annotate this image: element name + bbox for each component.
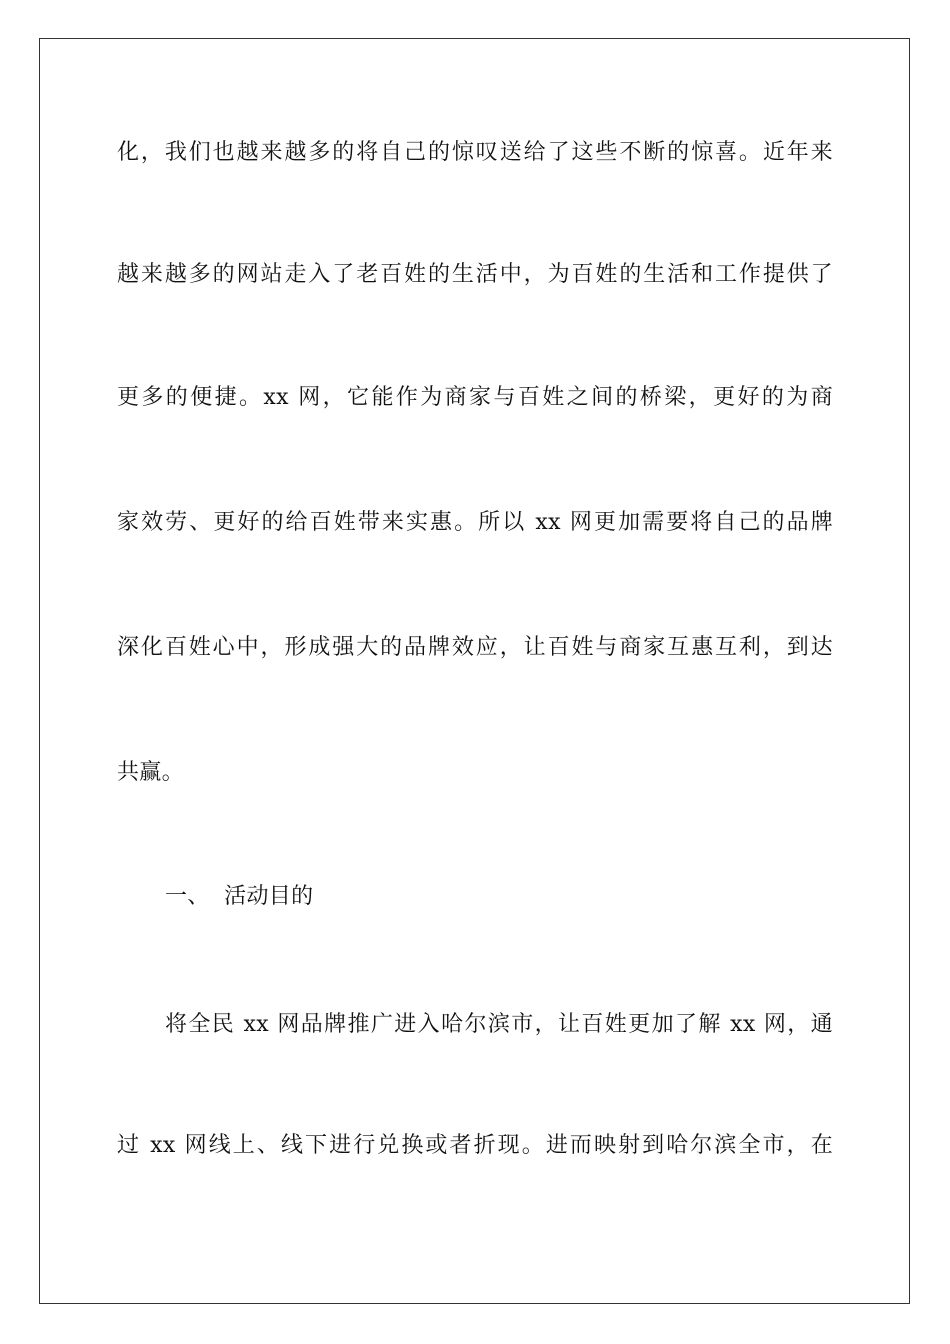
page-border	[39, 38, 910, 1304]
body-text-line: 化，我们也越来越多的将自己的惊叹送给了这些不断的惊喜。近年来	[117, 140, 833, 165]
body-text-line: 家效劳、更好的给百姓带来实惠。所以 xx 网更加需要将自己的品牌	[117, 510, 833, 535]
body-text-line: 将全民 xx 网品牌推广进入哈尔滨市，让百姓更加了解 xx 网，通	[165, 1012, 833, 1037]
body-text-line: 共赢。	[117, 760, 184, 785]
body-text-line: 越来越多的网站走入了老百姓的生活中，为百姓的生活和工作提供了	[117, 262, 833, 287]
body-text-line: 深化百姓心中，形成强大的品牌效应，让百姓与商家互惠互利，到达	[117, 635, 833, 660]
section-heading: 一、 活动目的	[165, 884, 314, 909]
body-text-line: 更多的便捷。xx 网，它能作为商家与百姓之间的桥梁，更好的为商	[117, 385, 833, 410]
body-text-line: 过 xx 网线上、线下进行兑换或者折现。进而映射到哈尔滨全市，在	[117, 1133, 833, 1158]
